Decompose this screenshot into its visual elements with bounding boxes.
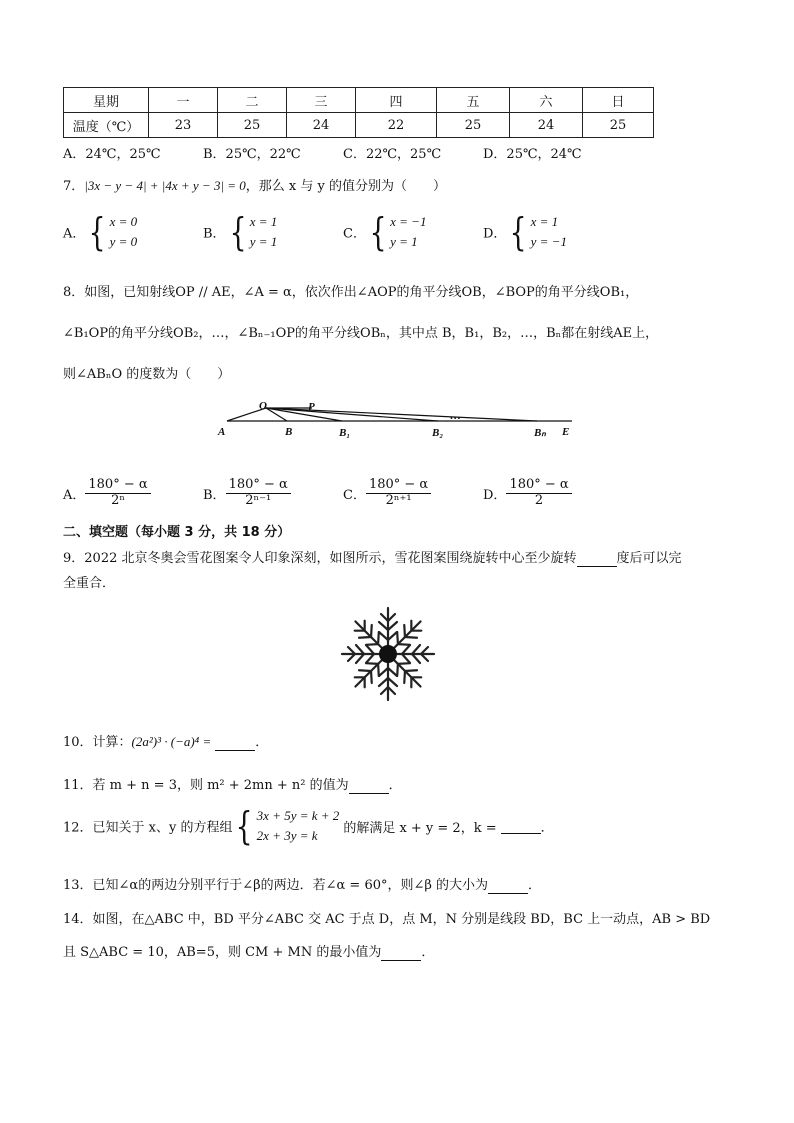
table-cell: 25 — [218, 113, 287, 138]
q6-option-c[interactable]: C．22℃，25℃ — [343, 147, 442, 162]
q12 — [63, 806, 554, 846]
answer-blank[interactable] — [501, 818, 541, 834]
snowflake-image — [326, 604, 460, 702]
system-line: x = 0 — [109, 214, 138, 229]
fraction-numerator: 180° − α — [506, 478, 571, 494]
system-line: x = −1 — [390, 214, 427, 229]
q8-option-a[interactable] — [63, 478, 151, 509]
table-header-row — [64, 88, 654, 113]
q7-option-a[interactable] — [63, 212, 137, 252]
option-label: A． — [63, 226, 86, 242]
option-label: C． — [343, 226, 366, 242]
system-line: 2x + 3y = k — [256, 828, 318, 843]
fraction-denominator: 2ⁿ⁻¹ — [245, 492, 272, 508]
table-cell: 三 — [287, 88, 356, 113]
q11-end: ． — [388, 778, 402, 793]
brace-icon: { — [89, 210, 106, 254]
table-cell: 五 — [437, 88, 510, 113]
brace-icon: { — [236, 804, 254, 848]
q13-end: ． — [528, 878, 542, 893]
q6-option-b[interactable]: B．25℃，22℃ — [203, 147, 301, 162]
table-cell: 24 — [510, 113, 583, 138]
q14-end: ． — [421, 945, 435, 960]
table-cell: 25 — [437, 113, 510, 138]
q6-option-d[interactable]: D．25℃，24℃ — [483, 147, 582, 162]
table-cell: 一 — [149, 88, 218, 113]
ellipsis-label: … — [450, 410, 461, 422]
q11 — [63, 774, 402, 794]
q13-text: 13．已知∠α的两边分别平行于∠β的两边．若∠α = 60°，则∠β 的大小为 — [63, 878, 489, 893]
table-cell: 24 — [287, 113, 356, 138]
q10-text: 10．计算： — [63, 735, 132, 750]
point-label-bn: Bₙ — [534, 427, 546, 439]
fraction-numerator: 180° − α — [366, 478, 431, 494]
table-cell: 日 — [583, 88, 654, 113]
q8-option-d[interactable] — [483, 478, 572, 509]
fraction-denominator: 2 — [534, 492, 544, 508]
fraction-denominator: 2ⁿ⁺¹ — [385, 492, 412, 508]
q8-line-1: 8．如图，已知射线OP // AE，∠A = α，依次作出∠AOP的角平分线OB，∠BOP的角平分线OB₁， — [63, 285, 639, 300]
q12-condition: 的解满足 x + y = 2，k = — [343, 820, 497, 836]
q12-end: ． — [540, 820, 554, 836]
fraction-numerator: 180° − α — [226, 478, 291, 494]
q14-line-1: 14．如图，在△ABC 中，BD 平分∠ABC 交 AC 于点 D，点 M，N 分别是线段 BD，BC 上一动点，AB > BD — [63, 912, 711, 927]
table-cell: 四 — [356, 88, 437, 113]
brace-icon: { — [510, 210, 527, 254]
system-line: y = −1 — [530, 234, 567, 249]
option-label: D． — [483, 226, 507, 242]
brace-icon: { — [369, 210, 387, 254]
table-cell: 23 — [149, 113, 218, 138]
q12-text: 12．已知关于 x、y 的方程组 — [63, 820, 233, 836]
option-label: B． — [203, 226, 226, 242]
q9-line-2: 全重合． — [63, 576, 116, 591]
q10-end: ． — [255, 735, 269, 750]
system-line: x = 1 — [249, 214, 278, 229]
option-label: D． — [483, 487, 507, 503]
table-cell: 六 — [510, 88, 583, 113]
q10-expression: (2a²)³ · (−a)⁴ = — [131, 734, 212, 749]
answer-blank[interactable] — [381, 945, 421, 961]
q11-text: 11．若 m + n = 3，则 m² + 2mn + n² 的值为 — [63, 778, 349, 793]
q8-line-2: ∠B₁OP的角平分线OB₂，…，∠Bₙ₋₁OP的角平分线OBₙ，其中点 B，B₁，B₂，…，Bₙ都在射线AE上， — [63, 326, 659, 341]
table-cell: 温度（℃） — [64, 113, 149, 138]
point-label-o: O — [259, 400, 267, 412]
system-line: x = 1 — [530, 214, 559, 229]
q9-text: 9．2022 北京冬奥会雪花图案令人印象深刻，如图所示，雪花图案围绕旋转中心至少旋转 — [63, 551, 577, 566]
q7-option-d[interactable] — [483, 212, 567, 252]
table-cell: 25 — [583, 113, 654, 138]
system-line: y = 1 — [249, 234, 278, 249]
point-label-b2: B₂ — [432, 427, 444, 439]
table-row — [64, 113, 654, 138]
brace-icon: { — [229, 210, 247, 254]
q7-expression: |3x − y − 4| + |4x + y − 3| = 0 — [84, 178, 246, 193]
q14-line-2 — [63, 941, 434, 961]
section-heading: 二、填空题（每小题 3 分，共 18 分） — [63, 525, 291, 540]
q9-text-end: 度后可以完 — [616, 551, 682, 566]
point-label-e: E — [562, 426, 570, 438]
option-label: B． — [203, 487, 226, 503]
answer-blank[interactable] — [215, 735, 255, 751]
system-line: y = 0 — [109, 234, 138, 249]
answer-blank[interactable] — [577, 551, 617, 567]
answer-blank[interactable] — [349, 778, 389, 794]
q8-option-b[interactable] — [203, 478, 291, 509]
point-label-a: A — [218, 426, 226, 438]
point-label-p: P — [308, 401, 315, 413]
fraction-denominator: 2ⁿ — [111, 492, 125, 508]
point-label-b: B — [285, 426, 293, 438]
q9-line-1 — [63, 547, 682, 567]
point-label-b1: B₁ — [339, 427, 351, 439]
table-cell: 二 — [218, 88, 287, 113]
table-cell: 22 — [356, 113, 437, 138]
fraction-numerator: 180° − α — [85, 478, 150, 494]
q13 — [63, 874, 541, 894]
q8-line-3: 则∠ABₙO 的度数为（ ） — [63, 367, 231, 382]
q8-option-c[interactable] — [343, 478, 431, 509]
q7-text: ，那么 x 与 y 的值分别为（ ） — [245, 179, 447, 194]
temperature-table — [63, 87, 654, 138]
q7-option-c[interactable] — [343, 212, 426, 252]
system-line: y = 1 — [390, 234, 418, 249]
option-label: A． — [63, 487, 86, 503]
q10 — [63, 731, 268, 751]
table-cell: 星期 — [64, 88, 149, 113]
q7-option-b[interactable] — [203, 212, 277, 252]
rays-figure — [210, 398, 580, 470]
q7-number: 7． — [63, 179, 85, 194]
option-label: C． — [343, 487, 366, 503]
system-line: 3x + 5y = k + 2 — [256, 808, 340, 823]
answer-blank[interactable] — [488, 878, 528, 894]
q14-text: 且 S△ABC = 10，AB=5，则 CM + MN 的最小值为 — [63, 945, 382, 960]
q7-stem — [63, 175, 446, 194]
q6-option-a[interactable]: A．24℃，25℃ — [63, 147, 161, 162]
